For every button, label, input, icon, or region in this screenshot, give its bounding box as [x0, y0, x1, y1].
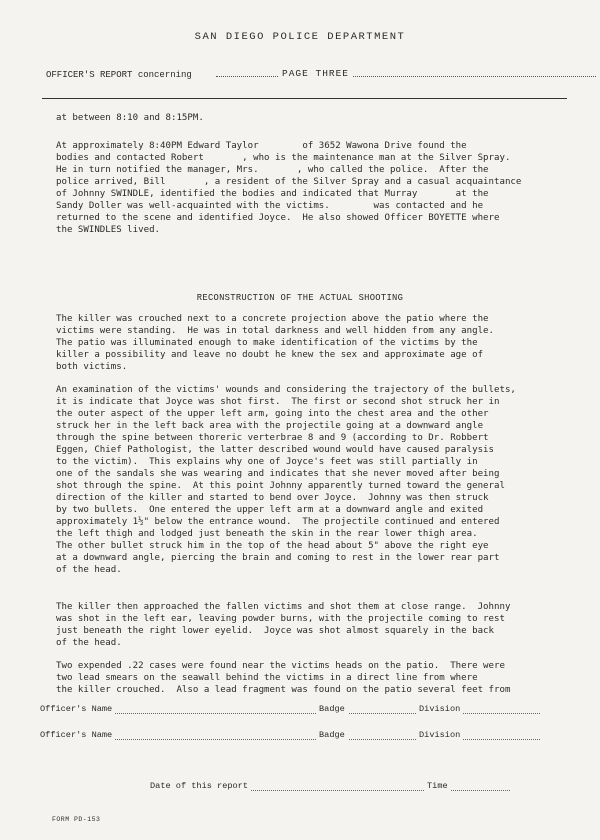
badge-label: Badge [316, 730, 348, 740]
header-rule [42, 98, 567, 99]
paragraph-killer-position: The killer was crouched next to a concrete projection above the patio where the victims were standing. He was in total darkness and well hidden from any angle. The patio was illuminated enough to make identification of the victims by the killer a possibility and leave no doubt he knew the sex and approximate age of both victims. [56, 314, 494, 372]
report-date-row [150, 781, 550, 795]
time-label: Time [424, 781, 451, 791]
officer-name-label: Officer's Name [40, 730, 115, 740]
concerning-label: OFFICER'S REPORT concerning [46, 70, 192, 80]
date-label: Date of this report [150, 781, 251, 791]
department-title: SAN DIEGO POLICE DEPARTMENT [194, 31, 406, 43]
officer-signature-row-1 [40, 704, 580, 718]
division-label: Division [416, 730, 463, 740]
form-number: FORM PD-153 [52, 816, 101, 823]
report-concerning-line [46, 68, 546, 82]
section-heading: RECONSTRUCTION OF THE ACTUAL SHOOTING [196, 293, 404, 303]
concerning-leader [216, 76, 596, 77]
officer-signature-row-2 [40, 730, 580, 744]
paragraph-time: at between 8:10 and 8:15PM. [56, 113, 204, 123]
badge-label: Badge [316, 704, 348, 714]
paragraph-wounds: An examination of the victims' wounds and considering the trajectory of the bullets, it is indicate that Joyce was shot first. The first or second shot struck her in the outer aspect of the upper left arm, going into the chest area and the other struck her in the left back area with the projectile going at a downward angle through the spine between thoreric verterbrae 8 and 9 (according to Dr. Robbert Eggen, Chief Pathologist, the latter described wound would have caused paralysis to the victim). This explains why one of Joyce's feet was still partially in one of the sandals she was wearing and indicates that she never moved after being shot through the spine. At this point Johnny apparently turned toward the general direction of the killer and started to bend over Joyce. Johnny was then struck by two bullets. One entered the upper left arm at a downward angle and exited approximately 1½" below the entrance wound. The projectile continued and entered the left thigh and lodged just beneath the skin in the rear lower thigh area. The other bullet struck him in the top of the head about 5" above the right eye at a downward angle, piercing the brain and coming to rest in the lower rear part of the head. [56, 385, 516, 575]
paragraph-close-range: The killer then approached the fallen victims and shot them at close range. Johnny was shot in the left ear, leaving powder burns, with the projectile coming to rest just beneath the right lower eyelid. Joyce was shot almost squarely in the back of the head. [56, 602, 511, 648]
division-label: Division [416, 704, 463, 714]
officer-name-label: Officer's Name [40, 704, 115, 714]
page-number-label: PAGE THREE [278, 68, 353, 79]
paragraph-discovery: At approximately 8:40PM Edward Taylor of 3652 Wawona Drive found the bodies and contacted Robert , who is the maintenance man at the Silver Spray. He in turn notified the manager, Mrs. , who called the police. After the police arrived, Bill , a resident of the Silver Spray and a casual acquaintance of Johnny SWINDLE, identified the bodies and indicated that Murray at the Sandy Doller was well-acquainted with the victims. was contacted and he returned to the scene and identified Joyce. He also showed Officer BOYETTE where the SWINDLES lived. [56, 141, 522, 235]
paragraph-evidence: Two expended .22 cases were found near the victims heads on the patio. There were two lead smears on the seawall behind the victims in a direct line from where the killer crouched. Also a lead fragment was found on the patio several feet from [56, 661, 511, 695]
